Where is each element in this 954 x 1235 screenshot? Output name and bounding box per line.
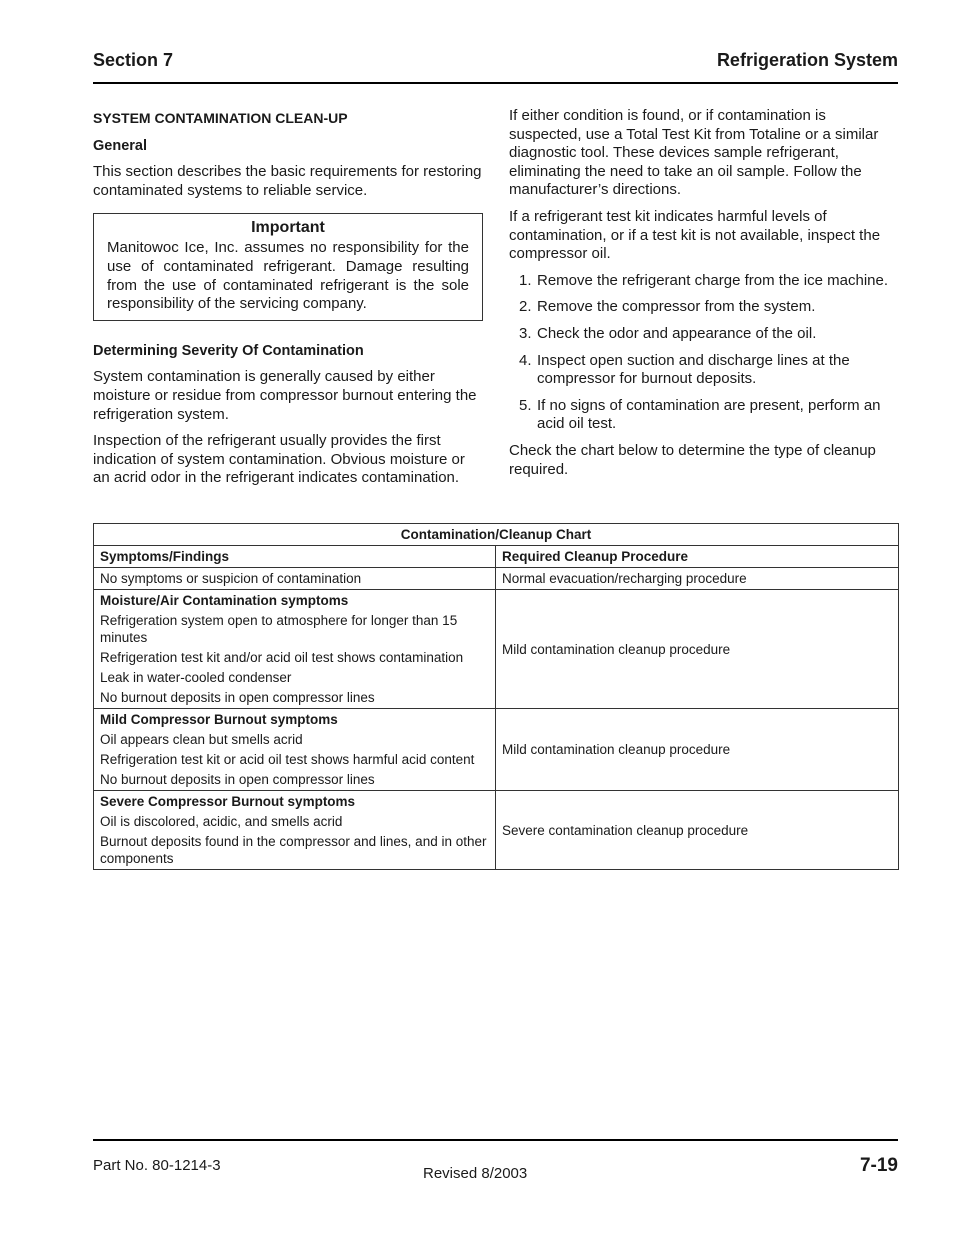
page-footer <box>93 1139 898 1189</box>
procedure-cell: Severe contamination cleanup procedure <box>496 791 899 870</box>
right-paragraph-3: Check the chart below to determine the type of cleanup required. <box>509 441 876 478</box>
procedure-cell: Normal evacuation/recharging procedure <box>496 568 899 590</box>
symptom-item: Refrigeration test kit and/or acid oil test shows contamination <box>100 650 464 665</box>
table-row <box>94 791 899 870</box>
severity-paragraph-1: System contamination is generally caused by either moisture or residue from compressor burnout entering the refrigeration system. <box>93 368 477 423</box>
symptom-item: Leak in water-cooled condenser <box>100 670 292 685</box>
general-paragraph: This section describes the basic requirements for restoring contaminated systems to reliable service. <box>93 163 482 199</box>
symptom-item: Refrigeration test kit or acid oil test shows harmful acid content <box>100 752 475 767</box>
list-item: 2. Remove the compressor from the system. <box>519 298 816 316</box>
symptom-cell <box>94 791 496 870</box>
page-header <box>93 50 898 84</box>
symptom-item: No burnout deposits in open compressor lines <box>100 690 375 705</box>
symptom-group-title: Mild Compressor Burnout symptoms <box>100 712 338 727</box>
part-number: Part No. 80-1214-3 <box>93 1157 221 1174</box>
section-title: Refrigeration System <box>716 50 898 70</box>
symptom-item: Burnout deposits found in the compressor and lines, and in other components <box>100 834 487 866</box>
list-item: 1. Remove the refrigerant charge from the ice machine. <box>519 271 888 289</box>
symptom-item: Refrigeration system open to atmosphere for longer than 15 minutes <box>100 613 458 645</box>
table-caption: Contamination/Cleanup Chart <box>94 524 899 546</box>
symptom-cell <box>94 590 496 709</box>
right-paragraph-2: If a refrigerant test kit indicates harmful levels of contamination, or if a test kit is not available, inspect the compressor oil. <box>509 207 881 263</box>
table-row <box>94 709 899 791</box>
symptom-group-title: Moisture/Air Contamination symptoms <box>100 593 349 608</box>
severity-paragraph-2: Inspection of the refrigerant usually provides the first indication of system contamination. Obvious moisture or an acrid odor in the refrigerant indicates contamination. <box>93 432 465 487</box>
list-item: 3. Check the odor and appearance of the oil. <box>519 324 817 342</box>
symptom-cell: No symptoms or suspicion of contamination <box>94 568 496 590</box>
table-header-row <box>94 546 899 568</box>
page-number: 7-19 <box>859 1155 898 1176</box>
severity-heading: Determining Severity Of Contamination <box>93 342 364 359</box>
important-notice-box <box>93 213 483 320</box>
right-paragraph-1: If either condition is found, or if contamination is suspected, use a Total Test Kit from Totaline or a similar diagnostic tool. These devices sample refrigerant, eliminating the need to take an oil sample. Follow the manufacturer’s directions. <box>509 107 879 199</box>
procedure-cell: Mild contamination cleanup procedure <box>496 709 899 791</box>
right-column <box>509 107 899 479</box>
column-header-symptoms: Symptoms/Findings <box>94 546 496 568</box>
procedure-steps <box>509 272 899 434</box>
list-item: 4. Inspect open suction and discharge lines at the compressor for burnout deposits. <box>519 351 850 388</box>
symptom-group-title: Severe Compressor Burnout symptoms <box>100 794 356 809</box>
section-label: Section 7 <box>93 50 174 70</box>
important-text: Manitowoc Ice, Inc. assumes no responsibility for the use of contaminated refrigerant. Damage resulting from the use of contaminated refrigerant is the sole responsibility of the servicing company. <box>107 239 469 313</box>
important-title: Important <box>251 219 325 237</box>
revision-date: Revised 8/2003 <box>423 1165 528 1182</box>
symptom-item: Oil appears clean but smells acrid <box>100 732 303 747</box>
symptom-item: No burnout deposits in open compressor lines <box>100 772 375 787</box>
list-item: 5. If no signs of contamination are present, perform an acid oil test. <box>519 396 881 433</box>
symptom-cell <box>94 709 496 791</box>
symptom-item: Oil is discolored, acidic, and smells acrid <box>100 814 343 829</box>
contamination-cleanup-chart <box>93 523 899 870</box>
left-column <box>93 107 483 488</box>
general-heading: General <box>93 137 147 154</box>
table-row <box>94 590 899 709</box>
procedure-cell: Mild contamination cleanup procedure <box>496 590 899 709</box>
table-row <box>94 568 899 590</box>
table-caption-row <box>94 524 899 546</box>
main-heading: SYSTEM CONTAMINATION CLEAN-UP <box>93 110 348 126</box>
column-header-procedure: Required Cleanup Procedure <box>496 546 899 568</box>
